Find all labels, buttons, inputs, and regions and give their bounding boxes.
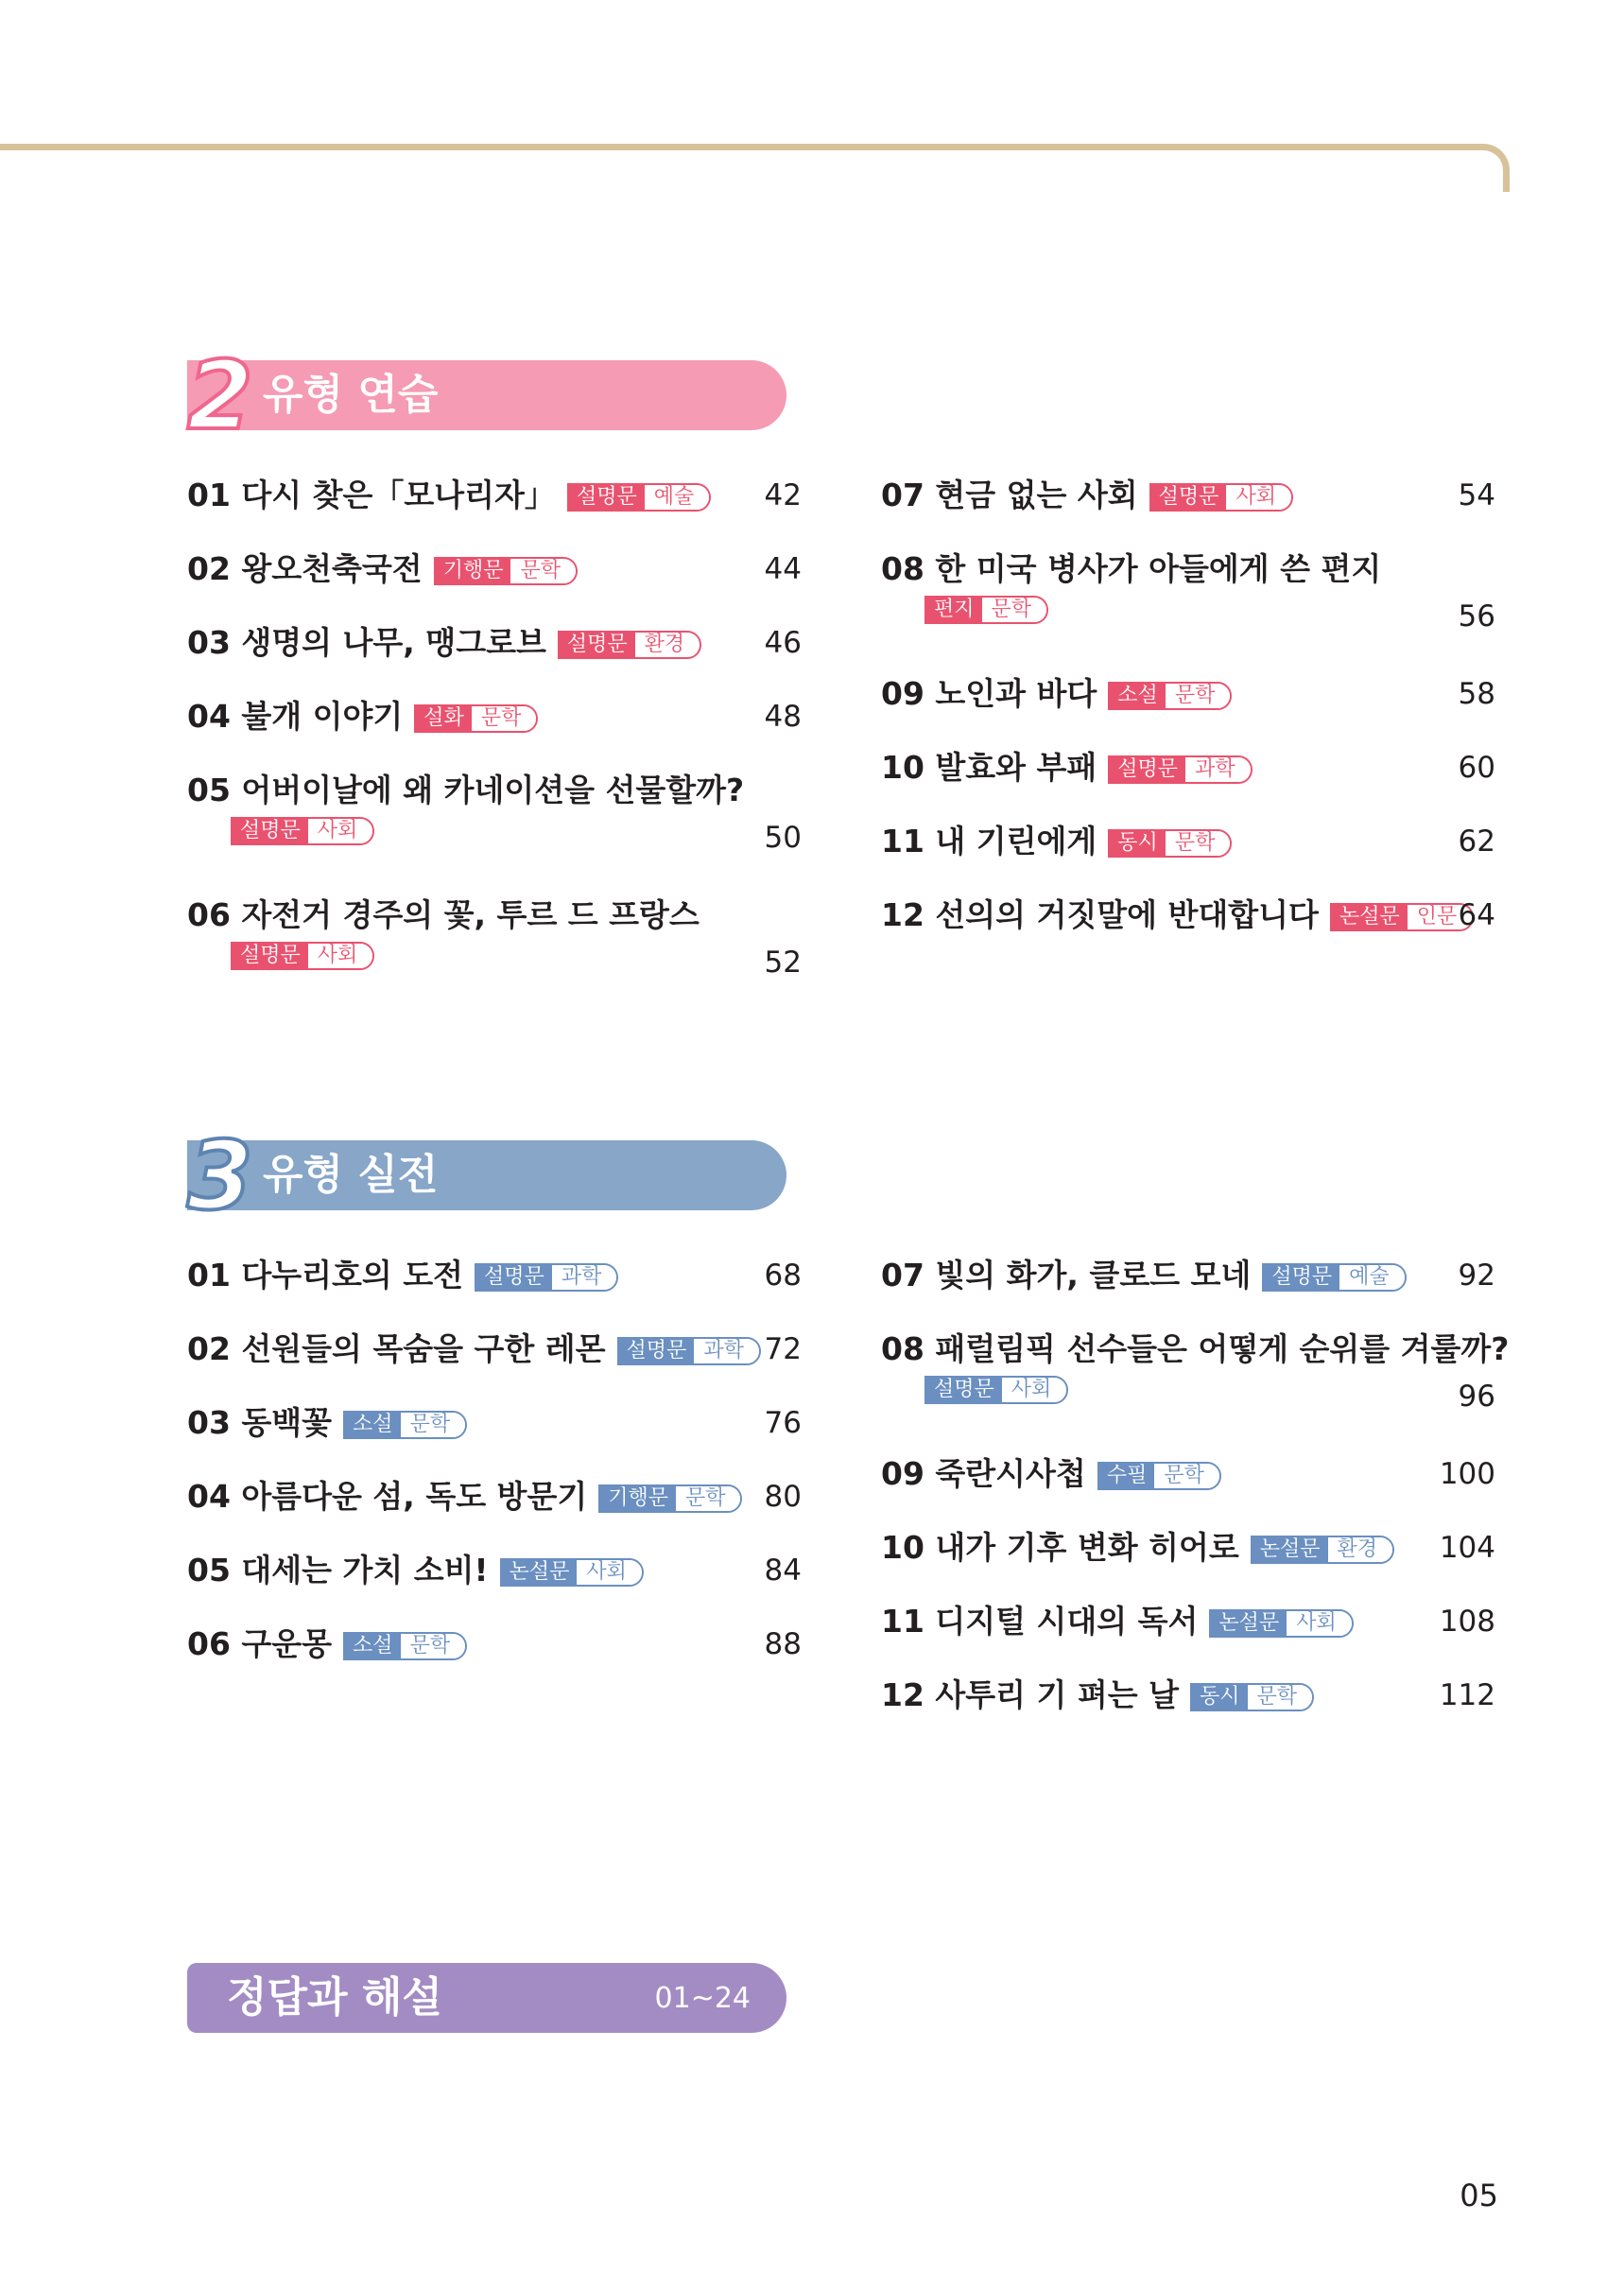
- genre-subject-badge: [1108, 755, 1252, 784]
- subject-label: 과학: [552, 1265, 617, 1290]
- genre-label: 설명문: [1264, 1265, 1339, 1290]
- subject-label: 문학: [676, 1486, 741, 1511]
- page-ref: 80: [764, 1480, 802, 1514]
- genre-label: 설명문: [233, 944, 308, 968]
- page-ref: 62: [1458, 825, 1495, 859]
- toc-entry[interactable]: [881, 1661, 1495, 1735]
- section-3-title: 유형 실전: [263, 1151, 439, 1199]
- answers-range: 01~24: [654, 1982, 751, 2015]
- toc-entry[interactable]: [187, 683, 802, 756]
- toc-entry[interactable]: [881, 660, 1495, 734]
- toc-entry-title-text: 01 다시 찾은「모나리자」: [187, 477, 556, 513]
- page-ref: 92: [1458, 1259, 1495, 1293]
- toc-entry-title[interactable]: [187, 1328, 761, 1370]
- toc-entry-title-text: 11 내 기린에게: [881, 823, 1097, 859]
- genre-label: 설명문: [1110, 757, 1185, 782]
- section-2-header: [187, 340, 786, 451]
- page-number: 05: [1460, 2178, 1498, 2213]
- page-ref: 108: [1439, 1605, 1495, 1639]
- subject-label: 문학: [1166, 831, 1231, 856]
- genre-label: 기행문: [436, 559, 511, 583]
- toc-entry-title[interactable]: [881, 1527, 1394, 1569]
- genre-label: 설명문: [569, 485, 645, 510]
- genre-subject-badge: [598, 1484, 742, 1513]
- toc-entry-title[interactable]: [187, 1402, 467, 1444]
- toc-entry-title-text: 05 어버이날에 왜 카네이션을 선물할까?: [187, 772, 745, 808]
- toc-entry[interactable]: [881, 1514, 1495, 1588]
- genre-label: 설명문: [926, 1378, 1002, 1402]
- toc-entry-title[interactable]: [187, 622, 701, 664]
- genre-label: 동시: [1192, 1685, 1248, 1710]
- toc-entry-title-text: 07 현금 없는 사회: [881, 477, 1138, 513]
- subject-label: 환경: [635, 633, 700, 657]
- toc-entry[interactable]: [187, 1463, 802, 1536]
- toc-entry-title[interactable]: [187, 770, 744, 811]
- genre-label: 소설: [1110, 684, 1166, 708]
- page-ref: 112: [1439, 1678, 1495, 1712]
- top-decorative-line: [0, 144, 1510, 192]
- subject-label: 사회: [577, 1560, 642, 1585]
- toc-entry-title[interactable]: [881, 821, 1232, 862]
- toc-entry-title[interactable]: [187, 696, 538, 738]
- page-ref: 88: [764, 1627, 802, 1661]
- section-2-title: 유형 연습: [263, 371, 439, 419]
- page-ref: 52: [764, 946, 802, 980]
- genre-label: 논설문: [502, 1560, 578, 1585]
- toc-entry-title-text: 09 죽란시사첩: [881, 1455, 1086, 1492]
- toc-entry[interactable]: [881, 1440, 1495, 1514]
- genre-subject-badge: [617, 1337, 761, 1365]
- subject-label: 문학: [401, 1413, 466, 1437]
- genre-label: 기행문: [600, 1486, 676, 1511]
- genre-subject-badge: [567, 483, 711, 512]
- subject-label: 환경: [1328, 1537, 1393, 1562]
- genre-label: 소설: [345, 1413, 401, 1437]
- genre-subject-badge: [1149, 483, 1293, 512]
- toc-entry-title[interactable]: [881, 747, 1253, 789]
- genre-subject-badge: [475, 1263, 618, 1292]
- toc-entry[interactable]: [881, 1588, 1495, 1661]
- genre-subject-badge: [1251, 1536, 1394, 1564]
- answers-title: 정답과 해설: [227, 1973, 442, 2022]
- page-ref: 100: [1439, 1457, 1495, 1491]
- toc-entry[interactable]: [881, 1241, 1495, 1315]
- toc-entry[interactable]: [881, 1315, 1510, 1419]
- genre-label: 설명문: [619, 1339, 695, 1363]
- toc-entry[interactable]: [881, 807, 1495, 881]
- page-ref: 58: [1458, 677, 1495, 711]
- page-ref: 104: [1439, 1531, 1495, 1565]
- genre-subject-badge: [500, 1558, 644, 1587]
- section-3-header: [187, 1120, 786, 1231]
- page-ref: 44: [764, 552, 802, 586]
- toc-entry-title-text: 09 노인과 바다: [881, 675, 1097, 712]
- toc-entry-title[interactable]: [187, 548, 578, 590]
- subject-label: 문학: [1166, 684, 1231, 708]
- toc-entry-title-text: 01 다누리호의 도전: [187, 1257, 464, 1293]
- section-2-left-list: [187, 461, 802, 1006]
- subject-label: 사회: [1002, 1378, 1067, 1402]
- subject-label: 인문: [1408, 905, 1473, 929]
- toc-entry[interactable]: [187, 461, 802, 535]
- toc-entry-title-text: 08 한 미국 병사가 아들에게 쓴 편지: [881, 550, 1382, 587]
- subject-label: 문학: [472, 706, 537, 731]
- page-ref: 76: [764, 1406, 802, 1440]
- toc-entry-title-text: 04 아름다운 섬, 독도 방문기: [187, 1478, 588, 1515]
- toc-entry-title[interactable]: [881, 894, 1474, 936]
- genre-label: 설명문: [233, 819, 308, 843]
- page-ref: 50: [764, 821, 802, 855]
- genre-subject-badge: [343, 1411, 467, 1439]
- toc-entry[interactable]: [881, 881, 1495, 955]
- genre-subject-badge: [1108, 682, 1232, 710]
- genre-label: 수필: [1099, 1464, 1155, 1488]
- subject-label: 문학: [510, 559, 576, 583]
- toc-entry-title-text: 12 선의의 거짓말에 반대합니다: [881, 896, 1319, 933]
- genre-subject-badge: [924, 1376, 1068, 1404]
- toc-entry-title-text: 03 생명의 나무, 맹그로브: [187, 624, 546, 661]
- page-ref: 84: [764, 1554, 802, 1588]
- genre-subject-badge: [434, 557, 578, 585]
- section-3-left-list: [187, 1241, 802, 1684]
- subject-label: 과학: [694, 1339, 759, 1363]
- subject-label: 문학: [1248, 1685, 1313, 1710]
- subject-label: 예술: [645, 485, 710, 510]
- genre-label: 소설: [345, 1634, 401, 1658]
- genre-subject-badge: [924, 596, 1048, 624]
- toc-entry-title-text: 08 패럴림픽 선수들은 어떻게 순위를 겨룰까?: [881, 1330, 1510, 1367]
- genre-label: 논설문: [1332, 905, 1408, 929]
- genre-label: 동시: [1110, 831, 1166, 856]
- answers-header[interactable]: [187, 1963, 786, 2033]
- toc-entry-title-text: 04 불개 이야기: [187, 698, 404, 735]
- toc-entry-title[interactable]: [187, 475, 711, 516]
- toc-entry-title[interactable]: [187, 1623, 467, 1665]
- toc-entry-title[interactable]: [187, 1550, 644, 1591]
- page-ref: 68: [764, 1259, 802, 1293]
- toc-entry-title-text: 05 대세는 가치 소비!: [187, 1552, 489, 1588]
- toc-entry-title[interactable]: [881, 475, 1293, 516]
- subject-label: 사회: [1226, 485, 1291, 510]
- subject-label: 사회: [308, 944, 373, 968]
- toc-entry[interactable]: [881, 734, 1495, 807]
- page-ref: 72: [764, 1332, 802, 1366]
- section-2-number: 2: [187, 340, 253, 451]
- genre-subject-badge: [1330, 903, 1474, 931]
- toc-entry-title[interactable]: [881, 673, 1232, 715]
- toc-entry-title[interactable]: [881, 1675, 1314, 1716]
- page-ref: 46: [764, 626, 802, 660]
- subject-label: 예술: [1339, 1265, 1405, 1290]
- genre-label: 설명문: [1151, 485, 1227, 510]
- toc-entry[interactable]: [881, 461, 1495, 535]
- genre-label: 논설문: [1211, 1611, 1287, 1636]
- toc-entry-title[interactable]: [881, 548, 1381, 590]
- toc-entry[interactable]: [187, 609, 802, 683]
- section-3-number: 3: [187, 1120, 253, 1231]
- genre-label: 설화: [416, 706, 472, 731]
- genre-label: 편지: [926, 598, 982, 622]
- toc-entry-title[interactable]: [881, 1601, 1354, 1642]
- section-2-right-list: [881, 461, 1495, 955]
- subject-label: 문학: [401, 1634, 466, 1658]
- toc-entry[interactable]: [187, 1536, 802, 1610]
- genre-subject-badge: [343, 1632, 467, 1660]
- page-ref: 60: [1458, 751, 1495, 785]
- page-ref: 54: [1458, 478, 1495, 512]
- page-ref: 64: [1458, 898, 1495, 932]
- genre-subject-badge: [1108, 829, 1232, 858]
- toc-entry-title-text: 03 동백꽃: [187, 1404, 333, 1441]
- toc-entry-title[interactable]: [187, 1476, 742, 1518]
- subject-label: 문학: [982, 598, 1047, 622]
- toc-entry-title-text: 07 빛의 화가, 클로드 모네: [881, 1257, 1252, 1293]
- toc-entry[interactable]: [881, 535, 1495, 639]
- genre-subject-badge: [1262, 1263, 1406, 1292]
- page-ref: 56: [1458, 599, 1495, 634]
- toc-entry-title-text: 11 디지털 시대의 독서: [881, 1603, 1199, 1640]
- genre-subject-badge: [231, 817, 374, 845]
- toc-entry-title-text: 06 구운몽: [187, 1625, 333, 1662]
- subject-label: 문학: [1154, 1464, 1219, 1488]
- toc-entry[interactable]: [187, 1241, 802, 1315]
- toc-entry-title-text: 10 발효와 부패: [881, 749, 1097, 786]
- toc-entry-title[interactable]: [187, 894, 700, 936]
- toc-entry-title-text: 02 선원들의 목숨을 구한 레몬: [187, 1330, 606, 1367]
- toc-entry[interactable]: [187, 1610, 802, 1684]
- page-ref: 48: [764, 700, 802, 734]
- genre-subject-badge: [1097, 1462, 1221, 1490]
- genre-label: 설명문: [476, 1265, 552, 1290]
- toc-entry-title[interactable]: [881, 1328, 1509, 1370]
- genre-label: 설명문: [560, 633, 635, 657]
- toc-entry-title[interactable]: [881, 1255, 1407, 1296]
- subject-label: 사회: [308, 819, 373, 843]
- toc-entry[interactable]: [187, 881, 802, 985]
- page-ref: 42: [764, 478, 802, 512]
- genre-subject-badge: [1209, 1609, 1353, 1638]
- section-3-right-list: [881, 1241, 1510, 1735]
- toc-entry[interactable]: [187, 1315, 802, 1389]
- genre-label: 논설문: [1253, 1537, 1328, 1562]
- toc-entry-title-text: 12 사투리 기 펴는 날: [881, 1676, 1180, 1713]
- genre-subject-badge: [414, 704, 538, 733]
- subject-label: 사회: [1287, 1611, 1352, 1636]
- toc-entry-title-text: 02 왕오천축국전: [187, 550, 423, 587]
- genre-subject-badge: [231, 942, 374, 970]
- page-ref: 96: [1458, 1380, 1495, 1414]
- toc-entry[interactable]: [187, 1389, 802, 1463]
- subject-label: 과학: [1185, 757, 1251, 782]
- toc-entry-title-text: 06 자전거 경주의 꽃, 투르 드 프랑스: [187, 896, 700, 933]
- toc-entry-title[interactable]: [187, 1255, 618, 1296]
- toc-entry-title[interactable]: [881, 1453, 1221, 1495]
- toc-entry-title-text: 10 내가 기후 변화 히어로: [881, 1529, 1239, 1566]
- toc-entry[interactable]: [187, 756, 802, 860]
- toc-entry[interactable]: [187, 535, 802, 609]
- genre-subject-badge: [1190, 1683, 1314, 1711]
- genre-subject-badge: [558, 631, 701, 659]
